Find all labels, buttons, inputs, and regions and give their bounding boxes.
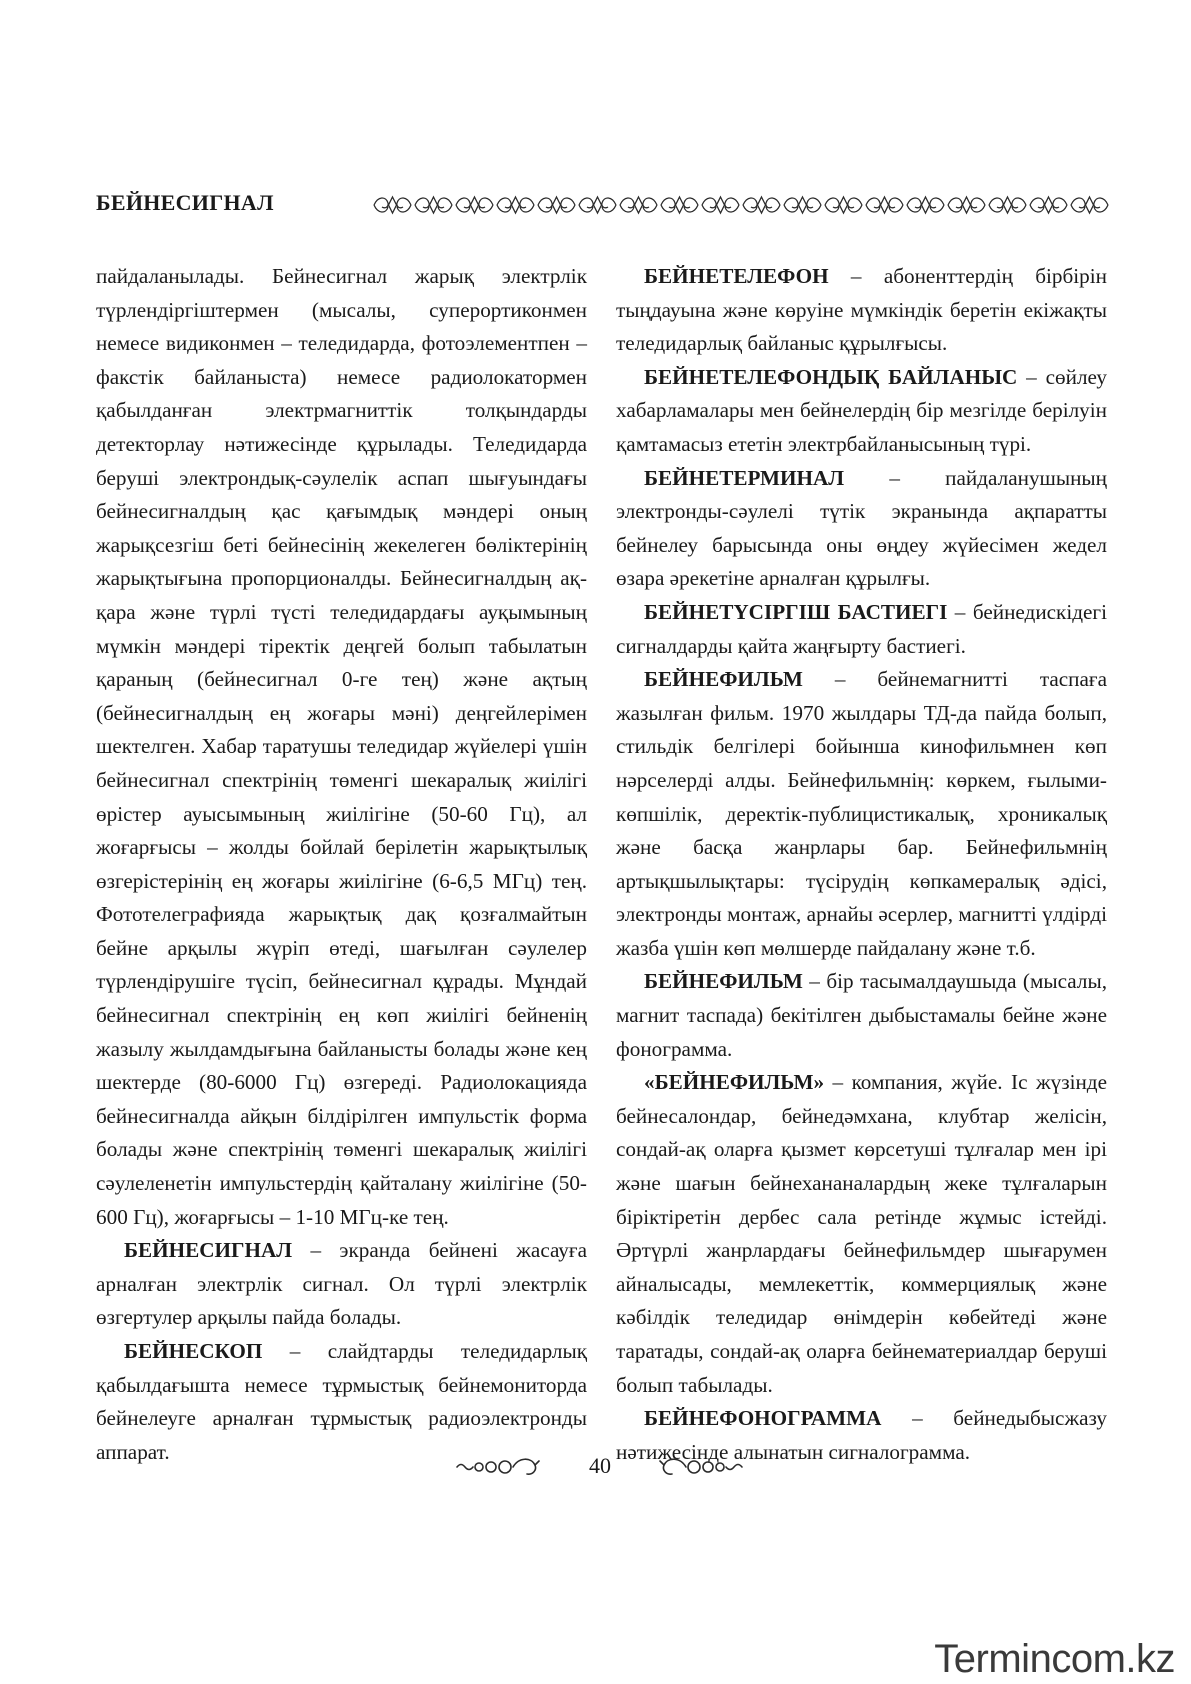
entry-definition: – бейнедыбысжазу нәтижесінде алынатын сигналограмма.: [616, 1406, 1107, 1464]
left-column: [96, 260, 587, 1469]
page-number: 40: [589, 1453, 611, 1478]
entry-term: БЕЙНЕТЕРМИНАЛ: [644, 465, 845, 490]
entry-term: «БЕЙНЕФИЛЬМ»: [644, 1070, 825, 1095]
entry-term: БЕЙНЕТЕЛЕФОН: [644, 264, 829, 288]
entry-definition: – сөйлеу хабарламалары мен бейнелердің бір мезгілде берілуін қамтамасыз ететін электрбайланысының түрі.: [616, 364, 1107, 456]
continuation-paragraph: пайдаланылады. Бейнесигнал жарық электрлік түрлендіргіштермен (мысалы, суперортиконмен немесе видиконмен – теледидарда, фотоэлементпен – факстік байланыста) немесе радиолокатормен қабылданған электрмагниттік толқындарды детекторлау нәтижесінде құрылады. Теледидарда беруші электрондық-сәулелік аспап шығуындағы бейнесигналдың қас қағымдық мәндері оның жарықсезгіш беті бейнесінің жекелеген бөліктерінің жарықтығына пропорционалды. Бейнесигналдың ақ-қара және түрлі түсті теледидардағы ауқымының мүмкін мәндері тіректік деңгей болып табылатын қараның (бейнесигнал 0-ге тең) және ақтың (бейнесигналдың ең жоғары мәні) деңгейлерімен шектелген. Хабар таратушы теледидар жүйелері үшін бейнесигнал спектрінің төменгі шекаралық жиілігі өрістер ауысымының жиілігіне (50-60 Гц), ал жоғарғысы – жолды бойлай берілетін жарықтылық өзгерістерінің ең жоғары жиілігіне (6-6,5 МГц) тең. Фототелеграфияда жарықтық дақ қозғалмайтын бейне арқылы жүріп өтеді, шағылған сәулелер түрлендірушіге түсіп, бейнесигнал құрады. Мұндай бейнесигнал спектрінің ең көп жиілігі бейненің жазылу жылдамдығына байланысты болады және кең шектерде (80-6000 Гц) өзгереді. Радиолокацияда бейнесигналда айқын білдірілген импульстік форма болады және спектрінің төменгі шекаралық жиілігі сәулеленетін импульстердің қайталану жиілігіне (50-600 Гц), жоғарғысы – 1-10 МГц-ке тең.: [96, 264, 587, 1229]
entry-definition: – компания, жүйе. Іс жүзінде бейнесалондар, бейнедәмхана, клубтар желісін, сондай-ақ оларға қызмет көрсетуші тұлғалар мен ірі және шағын бейнехананалардың жеке тұлғаларын біріктіретін дербес сала ретінде жұмыс істейді. Әртүрлі жанрлардағы бейнефильмдер шығарумен айналысады, мемлекеттік, коммерциялық және кәбілдік теледидар өнімдерін көбейтеді және таратады, сондай-ақ оларға бейнематериалдар беруші болып табылады.: [616, 1070, 1107, 1397]
entry-definition: – бір тасымалдаушыда (мысалы, магнит таспада) бекітілген дыбыстамалы бейне және фонограмма.: [616, 969, 1107, 1061]
entry-term: БЕЙНЕТЕЛЕФОНДЫҚ БАЙЛАНЫС: [644, 364, 1018, 389]
entry-definition: – бейнедискідегі сигналдарды қайта жаңғырту бастиегі.: [616, 599, 1108, 658]
dictionary-entry: [96, 1234, 587, 1335]
entry-term: БЕЙНЕТҮСІРГІШ БАСТИЕГІ: [644, 599, 948, 624]
entry-term: БЕЙНЕФОНОГРАММА: [644, 1406, 882, 1431]
site-watermark: Termincom.kz: [934, 1637, 1175, 1681]
swirl-left-icon: [455, 1455, 541, 1479]
dictionary-entry: [616, 1066, 1107, 1402]
dictionary-entry: [616, 663, 1107, 965]
entry-definition: – бейнемагнитті таспаға жазылған фильм. 1970 жылдары ТД-да пайда болып, стильдік белгілері бойынша кинофильмнен көп нәрселерді алды. Бейнефильмнің: көркем, ғылыми-көпшілік, деректік-публицистикалық, хроникалық және басқа жанрлары бар. Бейнефильмнің артықшылықтары: түсірудің көпкамералық әдісі, электронды монтаж, арнайы әсерлер, магнитті үлдірді жазба үшін көп мөлшерде пайдалану және т.б.: [616, 667, 1107, 960]
swirl-right-icon: [658, 1455, 744, 1479]
dictionary-entry: [616, 596, 1107, 663]
dictionary-entry: [616, 965, 1107, 1066]
entry-term: БЕЙНЕФИЛЬМ: [644, 969, 803, 994]
dictionary-entry: [616, 462, 1107, 596]
running-head: БЕЙНЕСИГНАЛ: [96, 190, 274, 215]
page-footer: [0, 1447, 1191, 1487]
entry-definition: – слайдтарды теледидарлық қабылдағышта немесе тұрмыстық бейнемониторда бейнелеуге арналған тұрмыстық радиоэлектронды аппарат.: [96, 1339, 587, 1464]
dictionary-entry: [616, 361, 1107, 462]
dictionary-entry: [616, 260, 1107, 361]
entry-definition: – пайдаланушының электронды-сәулелі түтік экранында ақпаратты бейнелеу барысында оны өңдеу жүйесімен жедел өзара әрекетіне арналған құрылғы.: [616, 465, 1107, 591]
header-ornament-band: [372, 192, 1110, 218]
entry-term: БЕЙНЕСИГНАЛ: [124, 1238, 293, 1263]
entry-term: БЕЙНЕФИЛЬМ: [644, 667, 803, 692]
entry-definition: – экранда бейнені жасауға арналған электрлік сигнал. Ол түрлі электрлік өзгертулер арқылы пайда болады.: [96, 1238, 587, 1330]
entry-definition: – абоненттердің бірбірін тыңдауына және көруіне мүмкіндік беретін екіжақты теледидарлық байланыс құрылғысы.: [616, 264, 1107, 356]
entry-term: БЕЙНЕСКОП: [124, 1339, 263, 1363]
right-column: [616, 260, 1107, 1469]
